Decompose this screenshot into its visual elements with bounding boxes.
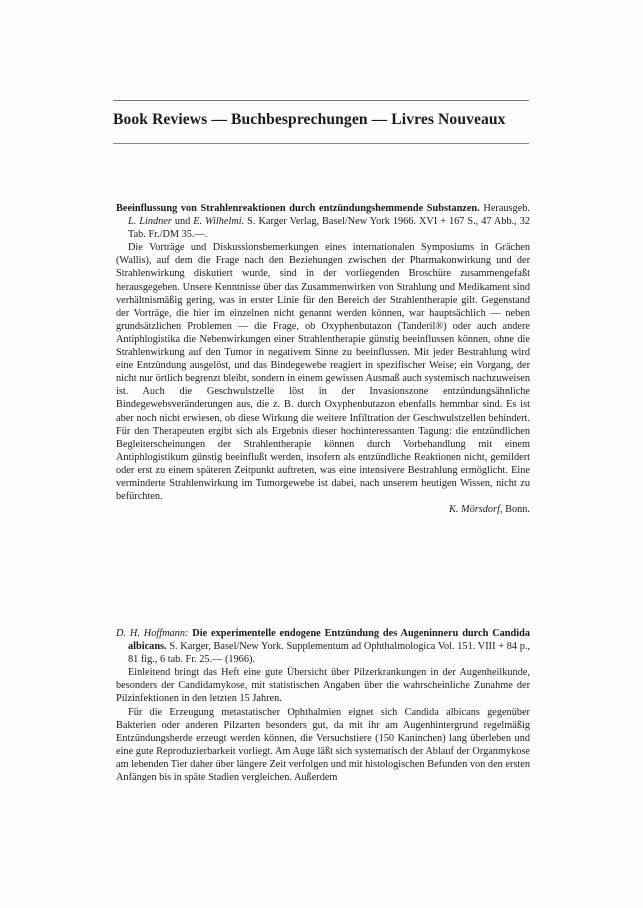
top-rule	[113, 100, 529, 101]
review-1-title: Beeinflussung von Strahlenreaktionen durch entzündungshemmende Substanzen.	[116, 203, 480, 214]
review-2-paragraph-1: Einleitend bringt das Heft eine gute Übersicht über Pilzerkrankungen in der Augenheilkunde, besonders der Candidamykose, mit statistischen Angaben über die wahrscheinliche Zunahme der Pilzinfektionen in den letzten 15 Jahren.	[116, 667, 530, 705]
review-1-editor-2: E. Wilhelmi.	[193, 216, 245, 228]
review-2-publisher: S. Karger, Basel/New York. Supplementum ad Ophthalmologica Vol. 151. VIII + 84 p., 81 fig., 6 tab. Fr. 25.— (1966).	[128, 641, 530, 666]
review-1-citation	[116, 202, 530, 241]
review-2-author: D. H. Hoffmann:	[116, 628, 189, 639]
review-1-publisher: S. Karger Verlag, Basel/New York 1966. XVI + 167 S., 47 Abb., 32 Tab. Fr./DM 35.—.	[128, 216, 531, 241]
review-1-editor-prefix: Herausgeb.	[479, 203, 530, 214]
title-underline-rule	[113, 143, 529, 144]
review-1	[116, 202, 530, 516]
review-2-paragraph-2: Für die Erzeugung metastatischer Ophthalmien eignet sich Candida albicans gegenüber Bakterien oder anderen Pilzarten besonders gut, da mit ihr am Augenhintergrund regelmäßig Entzündungsherde erzeugt werden können, die Versuchstiere (150 Kaninchen) lang überleben und eine gute Reproduzierbarkeit vorliegt. Am Auge läßt sich systematisch der Ablauf der Organmykose am lebenden Tier daher über längere Zeit verfolgen und mit histologischen Befunden von den ersten Anfängen bis in späte Stadien vergleichen. Außerdem	[116, 706, 530, 784]
review-1-reviewer-city: Bonn.	[502, 504, 530, 516]
review-1-paragraph: Die Vorträge und Diskussionsbemerkungen eines internationalen Symposiums in Grächen (Wallis), auf dem die Frage nach den Beziehungen zwischen der Pharmakonwirkung und der Strahlenwirkung diskutiert wurde, sind in der vorliegenden Broschüre zusammengefaßt herausgegeben. Unsere Kenntnisse über das Zusammenwirken von Strahlung und Medikament sind verhältnismäßig gering, was in erster Linie für den Bereich der Strahlentherapie gilt. Gegenstand der Vorträge, die hier im einzelnen nicht genannt werden können, war hauptsächlich — neben grundsätzlichen Problemen — die Frage, ob Oxyphenbutazon (Tanderil®) oder auch andere Antiphlogistika die Nebenwirkungen einer Strahlentherapie günstig beeinflussen können, ohne die Strahlenwirkung auf den Tumor in negativem Sinne zu beeinflussen. Mit jeder Bestrahlung wird eine Entzündung ausgelöst, und das Bindegewebe reagiert in spezifischer Weise; ein Vorgang, der nicht nur örtlich begrenzt bleibt, sondern in einem gewissen Ausmaß auch systemisch nachzuweisen ist. Auch die Geschwulstzelle löst in der Invasionszone entzündungsähnliche Bindegewebsveränderungen aus, die z. B. durch Oxyphenbutazon ebenfalls hemmbar sind. Es ist aber noch nicht erwiesen, ob diese Wirkung die weitere Infiltration der Geschwulstzellen behindert. Für den Therapeuten ergibt sich als Ergebnis dieser hochinteressanten Tagung: die entzündlichen Begleiterscheinungen der Strahlentherapie können durch Vorbehandlung mit einem Antiphlogistikum günstig beeinflußt werden, insofern als entzündliche Reaktionen nicht, gemildert oder erst zu einem späteren Zeitpunkt auftreten, was eine intensivere Bestrahlung ermöglicht. Eine verminderte Strahlenwirkung im Tumorgewebe ist dabei, nach unserem heutigen Wissen, nicht zu befürchten.	[116, 242, 530, 503]
review-1-editor-and: und	[171, 216, 194, 228]
review-1-reviewer-name: K. Mörsdorf,	[449, 504, 503, 516]
review-2-citation	[116, 627, 530, 666]
review-1-reviewer	[116, 503, 530, 516]
review-1-editor-1: L. Lindner	[128, 216, 172, 228]
review-2	[116, 627, 530, 784]
section-title: Book Reviews — Buchbesprechungen — Livres Nouveaux	[113, 111, 506, 128]
review-2-title: Die experimentelle endogene Entzündung des Augeninneru durch Candida albicans.	[128, 628, 530, 653]
